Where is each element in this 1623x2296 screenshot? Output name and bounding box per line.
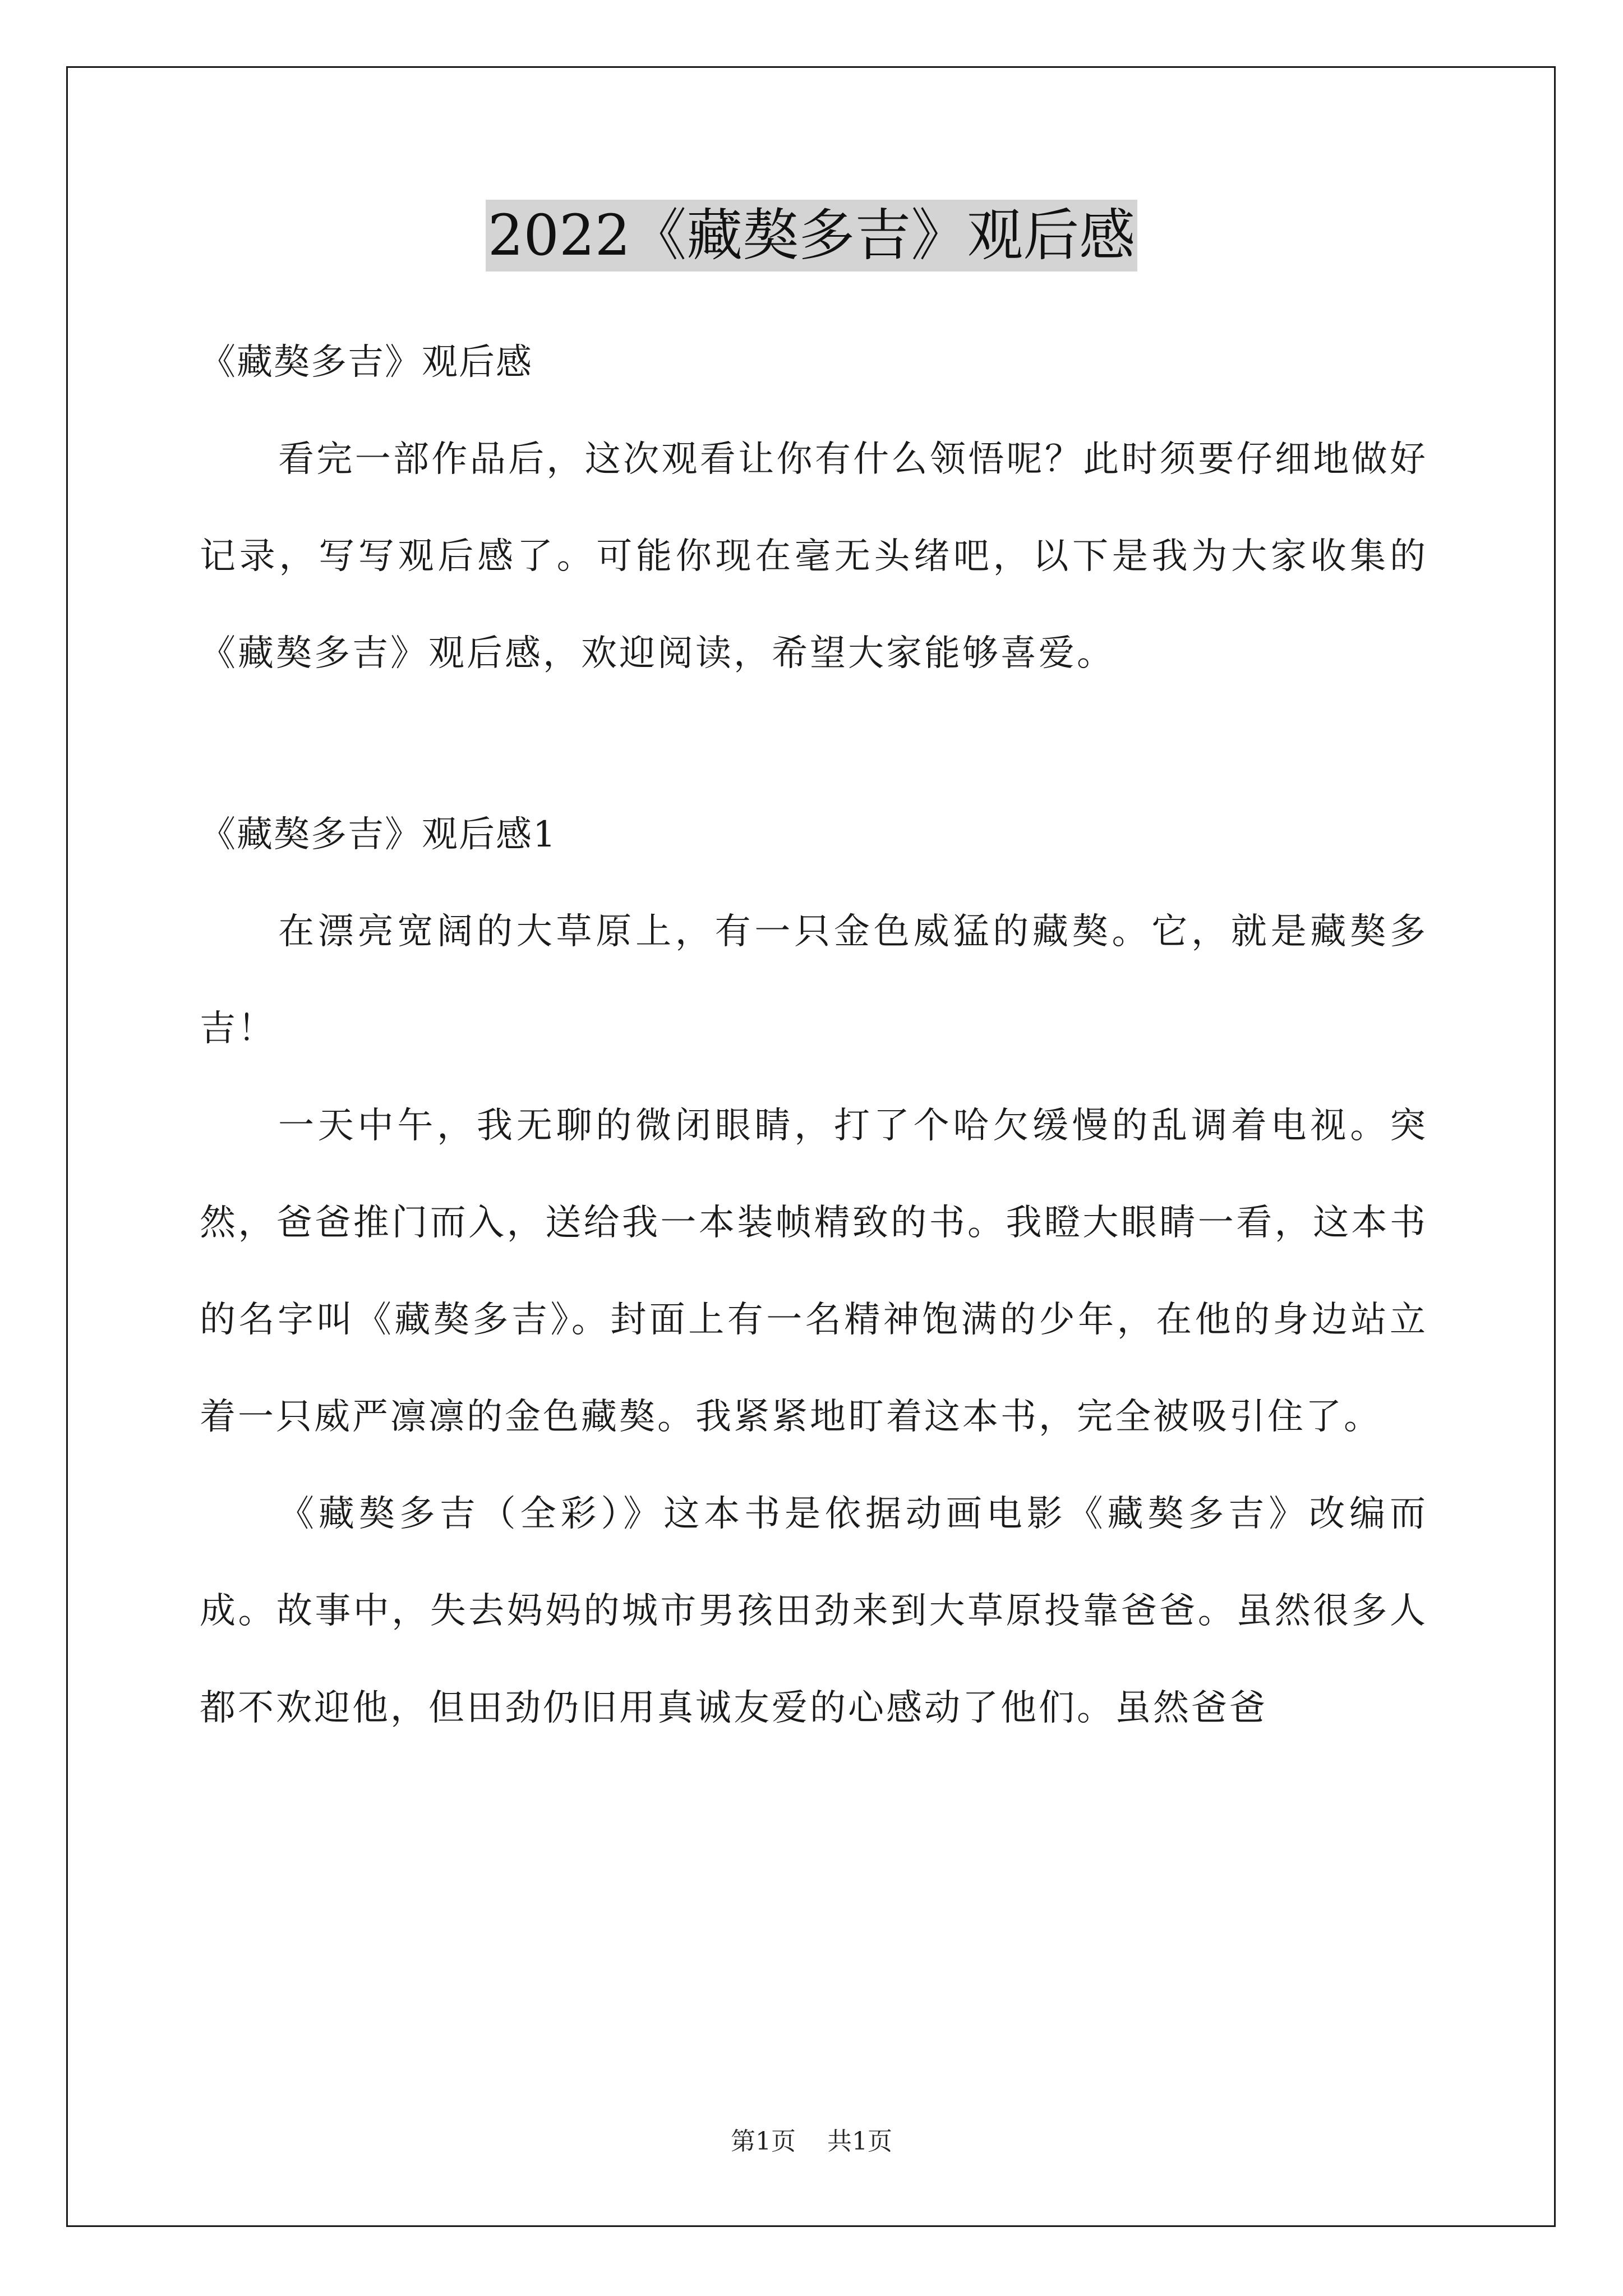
document-title: 2022《藏獒多吉》观后感 <box>486 200 1138 272</box>
page-number: 第1页 <box>731 2127 796 2156</box>
section-spacer <box>200 702 1428 786</box>
intro-heading: 《藏獒多吉》观后感 <box>200 342 533 383</box>
body-paragraph: 在漂亮宽阔的大草原上，有一只金色威猛的藏獒。它，就是藏獒多吉！ <box>200 911 1428 1050</box>
document-body <box>200 314 1428 1757</box>
body-paragraph: 《藏獒多吉（全彩）》这本书是依据动画电影《藏獒多吉》改编而成。故事中，失去妈妈的城市男孩田劲来到大草原投靠爸爸。虽然很多人都不欢迎他，但田劲仍旧用真诚友爱的心感动了他们。虽然爸爸 <box>200 1493 1428 1729</box>
intro-paragraph: 看完一部作品后，这次观看让你有什么领悟呢？此时须要仔细地做好记录，写写观后感了。可能你现在毫无头绪吧，以下是我为大家收集的《藏獒多吉》观后感，欢迎阅读，希望大家能够喜爱。 <box>200 439 1428 674</box>
title-container <box>0 200 1623 272</box>
section-heading: 《藏獒多吉》观后感1 <box>200 814 557 855</box>
body-paragraph: 一天中午，我无聊的微闭眼睛，打了个哈欠缓慢的乱调着电视。突然，爸爸推门而入，送给我一本装帧精致的书。我瞪大眼睛一看，这本书的名字叫《藏獒多吉》。封面上有一名精神饱满的少年，在他的身边站立着一只威严凛凛的金色藏獒。我紧紧地盯着这本书，完全被吸引住了。 <box>200 1105 1428 1438</box>
page-total: 共1页 <box>827 2127 892 2156</box>
page-footer <box>0 2125 1623 2159</box>
